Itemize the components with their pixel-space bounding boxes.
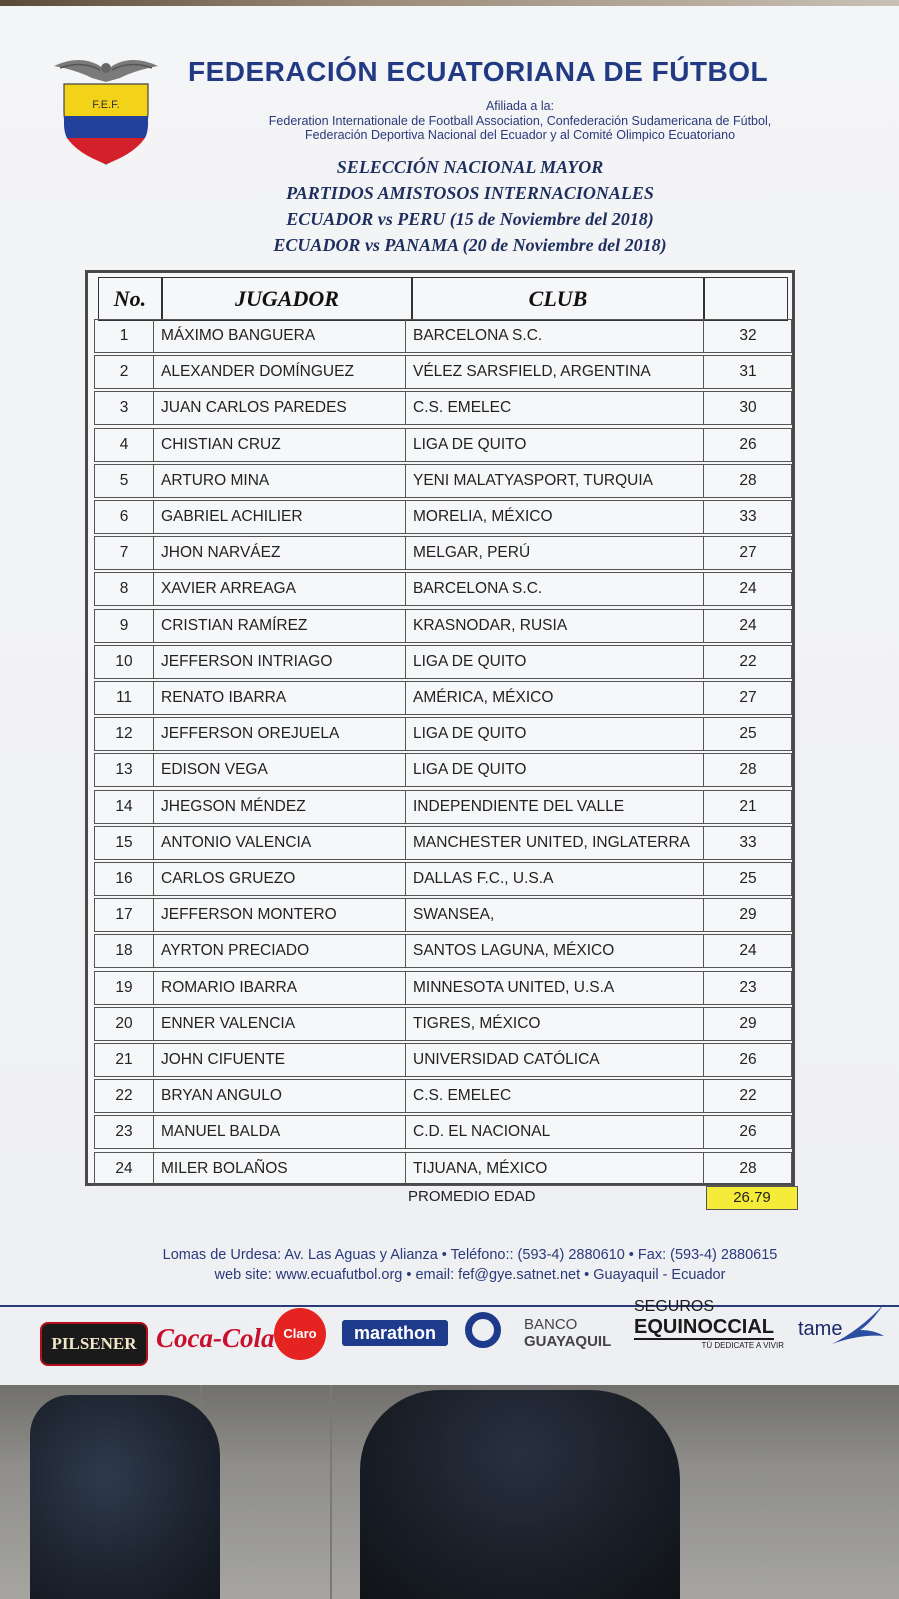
roster-table [85, 270, 795, 1186]
column-divider [153, 827, 154, 859]
column-divider [153, 356, 154, 388]
column-divider [405, 537, 406, 569]
column-divider [153, 935, 154, 967]
table-row [94, 1007, 792, 1041]
row-number: 14 [115, 797, 133, 815]
column-divider [405, 1008, 406, 1040]
banco-line-2: GUAYAQUIL [524, 1333, 612, 1350]
row-club: C.S. EMELEC [413, 1087, 512, 1105]
row-number: 22 [115, 1087, 133, 1105]
table-row [94, 464, 792, 498]
row-number: 3 [119, 399, 129, 417]
row-age: 26 [739, 435, 757, 453]
fef-crest-logo [50, 52, 162, 167]
row-number: 21 [115, 1051, 133, 1068]
column-divider [405, 972, 406, 1004]
row-age: 27 [739, 544, 757, 562]
row-club: DALLAS F.C., U.S.A [413, 870, 554, 887]
row-player: ARTURO MINA [161, 471, 270, 489]
crest-blue-band [64, 116, 148, 138]
footer-address: Lomas de Urdesa: Av. Las Aguas y Alianza • Teléfono:: (593-4) 2880610 • Fax: (593-4) 2880615 [162, 1247, 778, 1263]
column-divider [153, 1116, 154, 1148]
row-player: JUAN CARLOS PAREDES [161, 399, 347, 417]
row-player: JEFFERSON MONTERO [161, 906, 337, 924]
table-row [94, 1115, 792, 1149]
row-number: 9 [119, 616, 129, 634]
row-age: 25 [739, 870, 757, 887]
table-row [94, 572, 792, 606]
table-row [94, 319, 792, 353]
row-player: AYRTON PRECIADO [161, 942, 310, 960]
row-club: TIJUANA, MÉXICO [413, 1159, 548, 1177]
column-divider [405, 1116, 406, 1148]
row-number: 17 [115, 906, 133, 924]
row-age: 27 [739, 689, 757, 706]
table-row [94, 500, 792, 534]
column-divider [703, 610, 704, 642]
column-divider [153, 392, 154, 424]
row-number: 16 [115, 870, 133, 887]
column-divider [703, 754, 704, 786]
column-divider [153, 1153, 154, 1185]
condor-icon [54, 60, 158, 82]
row-age: 21 [739, 797, 757, 815]
row-number: 8 [119, 580, 129, 598]
average-age-value: 26.79 [706, 1186, 798, 1210]
shoe-left [30, 1395, 220, 1599]
seguros-label: SEGUROS [634, 1298, 715, 1315]
column-divider [405, 718, 406, 750]
column-divider [703, 1008, 704, 1040]
affiliation-line-2: Federation Internationale de Football Association, Confederación Sudamericana de Fútbol, [268, 114, 772, 128]
row-age: 29 [739, 906, 757, 924]
row-player: JEFFERSON OREJUELA [161, 725, 340, 743]
column-divider [405, 863, 406, 895]
row-age: 31 [739, 363, 757, 381]
row-age: 24 [739, 942, 757, 960]
sponsor-seguros-equinoccial-logo [634, 1298, 784, 1352]
column-divider [703, 537, 704, 569]
column-divider [153, 791, 154, 823]
header-player: JUGADOR [235, 286, 339, 311]
subtitle-selection: SELECCIÓN NACIONAL MAYOR [336, 157, 604, 177]
row-number: 4 [119, 435, 129, 453]
row-age: 22 [739, 652, 757, 670]
row-age: 26 [739, 1051, 757, 1068]
affiliation-line-1: Afiliada a la: [485, 99, 555, 113]
table-row [94, 898, 792, 932]
row-age: 24 [739, 580, 757, 598]
header-no: No. [113, 286, 147, 311]
row-player: JHON NARVÁEZ [161, 544, 281, 562]
column-divider [703, 465, 704, 497]
row-player: RENATO IBARRA [161, 689, 287, 706]
row-player: JEFFERSON INTRIAGO [161, 652, 333, 670]
sponsor-marathon-logo: marathon [342, 1320, 448, 1346]
row-club: LIGA DE QUITO [413, 725, 527, 743]
row-number: 7 [119, 544, 129, 562]
row-player: CHISTIAN CRUZ [161, 435, 281, 453]
column-divider [405, 573, 406, 605]
row-age: 33 [739, 508, 757, 525]
row-player: BRYAN ANGULO [161, 1087, 282, 1105]
column-divider [153, 1008, 154, 1040]
row-club: C.S. EMELEC [413, 399, 512, 417]
table-row [94, 790, 792, 824]
column-divider [405, 935, 406, 967]
row-number: 10 [115, 652, 133, 670]
column-divider [405, 465, 406, 497]
column-divider [153, 1044, 154, 1076]
row-number: 23 [115, 1123, 133, 1141]
row-club: LIGA DE QUITO [413, 435, 527, 453]
row-player: JHEGSON MÉNDEZ [161, 797, 306, 815]
row-age: 28 [739, 1159, 757, 1177]
row-number: 11 [115, 689, 133, 706]
row-player: ROMARIO IBARRA [161, 978, 298, 996]
column-divider [405, 1153, 406, 1185]
equinoccial-tagline: TÚ DEDICATE A VIVIR [701, 1341, 784, 1350]
column-divider [153, 501, 154, 533]
table-row [94, 1152, 792, 1186]
column-divider [405, 1080, 406, 1112]
row-number: 1 [119, 327, 129, 344]
row-age: 33 [739, 833, 757, 851]
column-divider [703, 791, 704, 823]
table-row [94, 753, 792, 787]
column-divider [153, 610, 154, 642]
column-divider [703, 1044, 704, 1076]
table-row [94, 971, 792, 1005]
column-divider [703, 863, 704, 895]
row-number: 5 [119, 471, 129, 489]
table-row [94, 355, 792, 389]
table-row [94, 717, 792, 751]
row-number: 12 [115, 725, 133, 743]
column-divider [405, 899, 406, 931]
column-divider [153, 899, 154, 931]
column-divider [405, 356, 406, 388]
table-row [94, 536, 792, 570]
column-divider [405, 791, 406, 823]
subtitle-match-peru: ECUADOR vs PERU (15 de Noviembre del 2018) [286, 209, 654, 229]
equinoccial-label: EQUINOCCIAL [634, 1316, 774, 1338]
sponsor-pilsener-logo: PILSENER [40, 1322, 148, 1366]
column-divider [153, 972, 154, 1004]
table-row [94, 391, 792, 425]
column-divider [405, 429, 406, 461]
row-age: 22 [739, 1087, 757, 1105]
column-divider [405, 501, 406, 533]
table-header-row [98, 277, 788, 321]
column-divider [703, 392, 704, 424]
column-divider [153, 573, 154, 605]
footer-web: web site: www.ecuafutbol.org • email: fef@gye.satnet.net • Guayaquil - Ecuador [214, 1267, 726, 1283]
table-row [94, 934, 792, 968]
column-divider [703, 501, 704, 533]
row-number: 2 [119, 363, 129, 381]
table-row [94, 681, 792, 715]
row-age: 23 [739, 978, 757, 996]
column-divider [703, 718, 704, 750]
column-divider [153, 465, 154, 497]
table-row [94, 645, 792, 679]
row-age: 26 [739, 1123, 757, 1141]
row-club: KRASNODAR, RUSIA [413, 616, 568, 634]
column-divider [703, 320, 704, 352]
shoe-right [360, 1390, 680, 1599]
header-age [705, 278, 787, 319]
row-player: MÁXIMO BANGUERA [161, 327, 316, 344]
column-divider [405, 1044, 406, 1076]
table-row [94, 862, 792, 896]
column-divider [153, 754, 154, 786]
row-club: SWANSEA, [413, 906, 495, 924]
column-divider [153, 682, 154, 714]
row-club: AMÉRICA, MÉXICO [413, 689, 554, 706]
column-divider [703, 1153, 704, 1185]
row-club: YENI MALATYASPORT, TURQUIA [413, 471, 654, 489]
row-age: 24 [739, 616, 757, 634]
subtitle-friendlies: PARTIDOS AMISTOSOS INTERNACIONALES [286, 183, 654, 203]
row-club: LIGA DE QUITO [413, 761, 527, 779]
row-club: BARCELONA S.C. [413, 580, 543, 598]
row-age: 32 [739, 327, 757, 344]
crest-red-band [67, 138, 145, 164]
table-row [94, 1079, 792, 1113]
column-divider [703, 1080, 704, 1112]
table-row [94, 428, 792, 462]
row-club: UNIVERSIDAD CATÓLICA [413, 1051, 600, 1068]
column-divider [703, 972, 704, 1004]
table-row [94, 1043, 792, 1077]
row-club: VÉLEZ SARSFIELD, ARGENTINA [413, 363, 651, 381]
row-player: GABRIEL ACHILIER [161, 508, 303, 525]
row-player: CARLOS GRUEZO [161, 870, 296, 887]
row-age: 29 [739, 1014, 757, 1032]
row-number: 13 [115, 761, 133, 779]
row-club: SANTOS LAGUNA, MÉXICO [413, 942, 615, 960]
row-age: 28 [739, 761, 757, 779]
sponsor-banco-guayaquil-logo [524, 1316, 611, 1350]
row-club: MELGAR, PERÚ [413, 544, 531, 562]
column-divider [703, 935, 704, 967]
floor-tile-line [330, 1380, 332, 1599]
table-row [94, 826, 792, 860]
column-divider [405, 827, 406, 859]
row-club: TIGRES, MÉXICO [413, 1014, 541, 1032]
row-player: CRISTIAN RAMÍREZ [161, 616, 308, 634]
row-club: MANCHESTER UNITED, INGLATERRA [413, 833, 691, 851]
sponsor-coca-cola-logo: Coca-Cola [156, 1323, 275, 1353]
row-player: XAVIER ARREAGA [161, 580, 296, 598]
banco-line-1: BANCO [524, 1316, 578, 1333]
row-club: LIGA DE QUITO [413, 652, 527, 670]
affiliation-line-3: Federación Deportiva Nacional del Ecuador y al Comité Olimpico Ecuatoriano [304, 128, 736, 142]
row-player: EDISON VEGA [161, 761, 268, 779]
row-number: 15 [115, 833, 133, 851]
row-player: JOHN CIFUENTE [161, 1051, 285, 1068]
page-top-edge [0, 0, 899, 6]
federation-title: FEDERACIÓN ECUATORIANA DE FÚTBOL [188, 56, 769, 87]
row-number: 24 [115, 1159, 133, 1177]
row-age: 28 [739, 471, 757, 489]
column-divider [405, 610, 406, 642]
crest-letters: F.E.F. [92, 99, 120, 111]
column-divider [405, 682, 406, 714]
sponsor-tame-logo: tame [798, 1318, 843, 1340]
column-divider [153, 1080, 154, 1112]
column-divider [405, 646, 406, 678]
column-divider [405, 392, 406, 424]
row-club: MORELIA, MÉXICO [413, 508, 553, 525]
column-divider [153, 320, 154, 352]
row-age: 25 [739, 725, 757, 743]
banco-guayaquil-ring-icon [465, 1312, 501, 1348]
column-divider [703, 827, 704, 859]
sponsor-claro-logo: Claro [274, 1308, 326, 1360]
column-divider [703, 356, 704, 388]
row-player: ALEXANDER DOMÍNGUEZ [161, 363, 354, 381]
column-divider [153, 646, 154, 678]
column-divider [405, 320, 406, 352]
row-player: ENNER VALENCIA [161, 1014, 296, 1032]
row-club: MINNESOTA UNITED, U.S.A [413, 978, 615, 996]
row-club: C.D. EL NACIONAL [413, 1123, 551, 1141]
column-divider [153, 537, 154, 569]
row-number: 20 [115, 1014, 133, 1032]
column-divider [703, 899, 704, 931]
row-player: MANUEL BALDA [161, 1123, 281, 1141]
column-divider [153, 863, 154, 895]
column-divider [703, 1116, 704, 1148]
row-club: BARCELONA S.C. [413, 327, 543, 344]
row-player: ANTONIO VALENCIA [161, 833, 312, 851]
row-number: 6 [119, 508, 129, 525]
row-club: INDEPENDIENTE DEL VALLE [413, 797, 625, 815]
column-divider [153, 429, 154, 461]
column-divider [703, 573, 704, 605]
tame-swoosh-icon [830, 1300, 886, 1346]
column-divider [703, 682, 704, 714]
column-divider [703, 646, 704, 678]
subtitle-match-panama: ECUADOR vs PANAMA (20 de Noviembre del 2018) [273, 235, 667, 255]
row-age: 30 [739, 399, 757, 417]
column-divider [405, 754, 406, 786]
column-divider [703, 429, 704, 461]
row-number: 19 [115, 978, 133, 996]
table-row [94, 609, 792, 643]
row-player: MILER BOLAÑOS [161, 1159, 288, 1177]
row-number: 18 [115, 942, 133, 960]
average-age-label: PROMEDIO EDAD [408, 1188, 536, 1205]
header-club: CLUB [528, 286, 588, 311]
column-divider [153, 718, 154, 750]
